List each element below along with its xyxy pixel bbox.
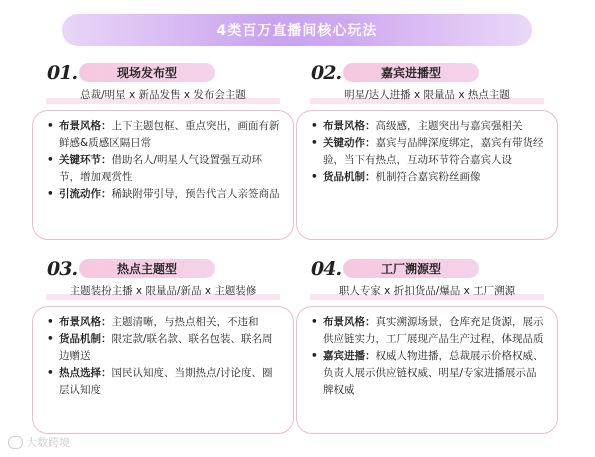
section-title: 热点主题型 (79, 259, 215, 278)
item-label: 布景风格： (59, 316, 112, 328)
list-item: • 引流动作：稀缺附带引导，预告代言人亲签商品 (47, 188, 280, 200)
item-text: 高级感，主题突出与嘉宾强相关 (375, 120, 523, 132)
list-item: • 布景风格：上下主题包框、重点突出，画面有新鲜感&质感区隔日常 (47, 120, 280, 149)
item-label: 布景风格： (323, 120, 376, 132)
section-4 (296, 258, 558, 434)
list-item: • 货品机制：限定款/联名款、联名包装、联名周边赠送 (47, 333, 273, 362)
item-label: 引流动作： (59, 188, 112, 200)
item-label: 热点选择： (59, 367, 112, 379)
section-2 (296, 62, 558, 240)
section-header (32, 258, 294, 282)
item-text: 借助名人/明星人气设置强互动环节，增加观赏性 (59, 154, 263, 183)
list-item: • 布景风格：高级感，主题突出与嘉宾强相关 (311, 120, 523, 132)
item-label: 关键环节： (59, 154, 112, 166)
section-title: 工厂溯源型 (343, 259, 479, 278)
list-item: • 布景风格：主题清晰，与热点相关，不违和 (47, 316, 259, 328)
page-title: 4类百万直播间核心玩法 (216, 23, 378, 39)
list-item: • 嘉宾进播：权威人物进播，总裁展示价格权威、负责人展示供应链权威、明星/专家进播展示品牌权威 (311, 350, 544, 396)
watermark-logo-icon (8, 436, 23, 449)
section-card (296, 306, 558, 434)
list-item: • 货品机制：机制符合嘉宾粉丝画像 (311, 171, 481, 183)
section-header (32, 62, 294, 86)
item-text: 稀缺附带引导，预告代言人亲签商品 (111, 188, 280, 200)
section-title: 嘉宾进播型 (343, 63, 479, 82)
list-item: • 关键动作：嘉宾与品牌深度绑定，嘉宾有带货经验，当下有热点，互动环节符合嘉宾人设 (311, 137, 544, 166)
section-card (296, 110, 558, 240)
section-card (32, 306, 294, 434)
section-title: 现场发布型 (79, 63, 215, 82)
section-subtitle: 明星/达人进播 x 限量品 x 热点主题 (296, 87, 558, 104)
item-text: 机制符合嘉宾粉丝画像 (375, 171, 481, 183)
item-label: 布景风格： (323, 316, 376, 328)
list-item: • 关键环节：借助名人/明星人气设置强互动环节，增加观赏性 (47, 154, 263, 183)
watermark-text: 大数跨境 (26, 436, 70, 449)
item-label: 嘉宾进播： (323, 350, 376, 362)
watermark (8, 434, 70, 450)
item-text: 主题清晰，与热点相关，不违和 (111, 316, 259, 328)
list-item: • 布景风格：真实溯源场景，仓库充足货源，展示供应链实力，工厂展现产品生产过程，体现品质 (311, 316, 544, 345)
section-header (296, 258, 558, 282)
section-subtitle: 职人专家 x 折扣货品/爆品 x 工厂溯源 (296, 283, 558, 300)
section-subtitle: 总裁/明星 x 新品发售 x 发布会主题 (32, 87, 294, 104)
section-number: 04. (311, 258, 342, 280)
section-subtitle: 主题装扮主播 x 限量品/新品 x 主题装修 (32, 283, 294, 300)
section-number: 03. (47, 258, 78, 280)
item-text: 上下主题包框、重点突出，画面有新鲜感&质感区隔日常 (59, 120, 280, 149)
section-1 (32, 62, 294, 240)
item-text: 限定款/联名款、联名包装、联名周边赠送 (59, 333, 273, 362)
title-banner (62, 14, 532, 46)
item-label: 货品机制： (59, 333, 112, 345)
section-header (296, 62, 558, 86)
section-card (32, 110, 294, 240)
item-label: 货品机制： (323, 171, 376, 183)
item-text: 真实溯源场景，仓库充足货源，展示供应链实力，工厂展现产品生产过程，体现品质 (323, 316, 544, 345)
item-label: 布景风格： (59, 120, 112, 132)
item-label: 关键动作： (323, 137, 376, 149)
item-text: 嘉宾与品牌深度绑定，嘉宾有带货经验，当下有热点，互动环节符合嘉宾人设 (323, 137, 544, 166)
list-item: • 热点选择：国民认知度、当期热点/讨论度、圈层认知度 (47, 367, 273, 396)
section-number: 01. (47, 62, 78, 84)
item-text: 权威人物进播，总裁展示价格权威、负责人展示供应链权威、明星/专家进播展示品牌权威 (323, 350, 544, 396)
section-number: 02. (311, 62, 342, 84)
item-text: 国民认知度、当期热点/讨论度、圈层认知度 (59, 367, 273, 396)
section-3 (32, 258, 294, 434)
